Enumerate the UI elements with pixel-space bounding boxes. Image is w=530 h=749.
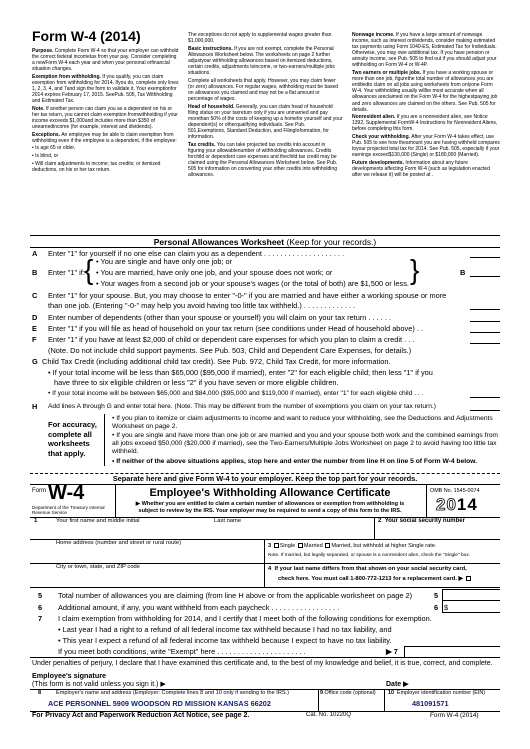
line-4-text-2: check here. You must call 1-800-772-1213 for a replacement card. ▶ bbox=[278, 576, 472, 582]
line-f-letter: F bbox=[32, 335, 37, 344]
line-d-amount[interactable] bbox=[470, 313, 500, 322]
col1-text: If another person can claim you as a dependent on his or her tax return, you cannot claim exemption fromwithholding if your income exceeds $1,000and includes more than $350 of unearnedincome (for example, interest and dividends). bbox=[32, 105, 178, 131]
line-f-text: Enter "1" if you have at least $2,000 of child or dependent care expenses for which you plan to claim a credit . . . bbox=[48, 335, 415, 344]
col2-paragraph bbox=[188, 142, 343, 179]
line-2-number bbox=[378, 518, 465, 524]
worksheet-header-rule bbox=[30, 247, 500, 248]
line-6-box-number: 6 bbox=[434, 603, 439, 612]
col3-lead: Check your withholding. bbox=[352, 134, 411, 140]
line-8-number: 8 bbox=[38, 690, 42, 696]
married-label: Married bbox=[303, 543, 323, 549]
married-higher-rate-label: Married, but withhold at higher Single rate. bbox=[331, 543, 437, 549]
cert-top-rule bbox=[30, 484, 500, 485]
line-d-letter: D bbox=[32, 313, 38, 322]
line-9-label bbox=[320, 690, 376, 696]
line-7-box-number: ▶ 7 bbox=[386, 647, 398, 656]
line-c-text-2: than one job. (Entering "-0-" may help you avoid having too little tax withheld.) . . . . . . . . . . . . . bbox=[48, 301, 356, 310]
line-7-text: I claim exemption from withholding for 2014, and I certify that I meet both of the following conditions for exemption. bbox=[58, 614, 432, 623]
line-8-label: Employer's name and address (Employer: Complete lines 8 and 10 only if sending to the IRS.) bbox=[56, 690, 290, 696]
col3-lead: Two earners or multiple jobs. bbox=[352, 70, 422, 77]
name-input[interactable] bbox=[48, 525, 372, 538]
line-3-number: 3 bbox=[268, 543, 272, 549]
line-7-text-2: If you meet both conditions, write "Exempt" here . . . . . . . . . . . . . . . . . . . . . . bbox=[58, 647, 306, 656]
col1-text: If you qualify, you can claim exemption from withholding for 2014. Ifyou do, complete only lines 1, 2, 3, 4, and 7and sign the form to validate it. Your exemptionfor 2014 expires February 17, 2015. SeePub. 505, Tax Withholding and Estimated Tax. bbox=[32, 73, 179, 105]
col3-lead: Nonresident alien. bbox=[352, 114, 396, 121]
col1-text: • Is age 65 or older, bbox=[32, 145, 76, 152]
col1-paragraph bbox=[32, 161, 180, 173]
accuracy-item-1: • If you plan to itemize or claim adjustments to income and want to reduce your withholding, see the Deductions and Adjustments Worksheet on page 2. bbox=[112, 415, 493, 430]
cert-omb: OMB No. 1545-0074 bbox=[430, 488, 480, 494]
col1-text: An employee may be able to claim exemption from withholding even if the employee is a dependent, if the employee: bbox=[32, 131, 177, 144]
cert-header-divider-right bbox=[426, 485, 427, 517]
col2-text: Generally, you can claim head of household filing status on your taxreturn only if you are unmarried and pay morethan 50% of the costs of keeping up a homefor yourself and your dependent(s) or otherqualifying individuals. See Pub. 501,Exemptions, Standard Deduction, and FilingInformation, for information. bbox=[188, 103, 343, 140]
line-4-label-2: check here. You must call 1-800-772-1213 for a replacement card. bbox=[278, 576, 457, 583]
col3-paragraph bbox=[352, 134, 500, 158]
col1-lead: Exemption from withholding. bbox=[32, 73, 101, 80]
exempt-input[interactable] bbox=[404, 646, 500, 657]
line-b-letter: B bbox=[32, 268, 38, 277]
line-10-label bbox=[388, 690, 485, 696]
line-6-text: Additional amount, if any, you want withheld from each paycheck . . . . . . . . . . . . . . . . . bbox=[58, 603, 340, 612]
cert-header-divider-left bbox=[115, 485, 116, 517]
col2-lead: Tax credits. bbox=[188, 141, 216, 148]
cert-subtitle-1 bbox=[120, 501, 420, 508]
col1-text: • Is blind, or bbox=[32, 153, 59, 159]
line-10-number: 10 bbox=[388, 690, 394, 696]
line-h-text: Add lines A through G and enter total here. (Note. This may be different from the number of exemptions you claim on your tax return.) bbox=[48, 403, 436, 410]
col3-paragraph bbox=[352, 70, 500, 113]
col3-text: Information about any future developments affecting Form W-4 (such as legislation enacted after we release it) will be posted at . bbox=[352, 159, 490, 179]
instructions-col-1 bbox=[32, 48, 180, 198]
line-10-divider bbox=[384, 689, 385, 711]
line-c-letter: C bbox=[32, 291, 38, 300]
col1-lead: Exceptions. bbox=[32, 131, 61, 138]
line-2-label: Your social security number bbox=[384, 518, 465, 524]
cert-year-a: 20 bbox=[436, 495, 457, 514]
line-e-amount[interactable] bbox=[470, 324, 500, 333]
accuracy-item-3: • If neither of the above situations applies, stop here and enter the number from line H on line 5 of Form W-4 below. bbox=[112, 458, 477, 465]
signature-note: (This form is not valid unless you sign it.) ▶ bbox=[32, 681, 166, 688]
col3-text: If you have a large amount of nonwage income, such as interest ordividends, consider making estimated tax payments using Form 1040-ES, Estimated Tax for Individuals. Otherwise, you may owe additional tax. If you have pension or annuity income, see Pub. 505 to find out if you should adjust your withholding on Form W-4 or W-4P. bbox=[352, 32, 497, 69]
address-label: Home address (number and street or rural route) bbox=[56, 540, 182, 546]
line-7-bullet-1: • Last year I had a right to a refund of all federal income tax withheld because I had no tax liability, and bbox=[58, 625, 392, 634]
line-2-divider bbox=[374, 517, 375, 539]
cert-year bbox=[436, 496, 478, 514]
col3-text: If you are a nonresident alien, see Notice 1392, Supplemental FormW-4 Instructions for Nonresident Aliens, before completing this form. bbox=[352, 114, 498, 133]
line-4-label: If your last name differs from that shown on your social security card, bbox=[274, 566, 467, 572]
line-5-number: 5 bbox=[38, 591, 43, 600]
col2-paragraph bbox=[188, 78, 343, 102]
worksheet-header bbox=[30, 237, 500, 247]
worksheet-title: Personal Allowances Worksheet bbox=[153, 237, 285, 247]
col1-text: • Will claim adjustments to income; tax credits; or itemized deductions, on his or her tax return. bbox=[32, 160, 161, 173]
line-1-lastname-label: Last name bbox=[214, 518, 242, 524]
line-g-letter: G bbox=[32, 357, 38, 366]
ssn-input[interactable] bbox=[378, 526, 498, 538]
married-checkbox[interactable] bbox=[298, 543, 303, 548]
line-9-number: 9 bbox=[320, 690, 323, 696]
col2-lead: Head of household. bbox=[188, 103, 235, 110]
office-code-input[interactable] bbox=[322, 698, 382, 710]
single-label: Single bbox=[279, 543, 296, 549]
line-10-text: Employer identification number (EIN) bbox=[397, 690, 486, 696]
cert-title: Employee's Withholding Allowance Certificate bbox=[149, 487, 391, 499]
line-g-text: Child Tax Credit (including additional child tax credit). See Pub. 972, Child Tax Credit, for more information. bbox=[42, 357, 391, 366]
city-label: City or town, state, and ZIP code bbox=[56, 564, 140, 570]
cert-subtitle-arrow: ▶ bbox=[135, 501, 142, 507]
line-g-amount[interactable] bbox=[470, 389, 500, 398]
line-c-amount[interactable] bbox=[470, 301, 500, 310]
line-9-text: Office code (optional) bbox=[324, 690, 376, 696]
line-4-divider bbox=[264, 563, 265, 587]
col1-lead: Note. bbox=[32, 105, 45, 112]
col1-paragraph bbox=[32, 74, 180, 104]
line-b-brace-right: } bbox=[410, 254, 420, 285]
line-b-option-3: • Your wages from a second job or your spouse's wages (or the total of both) are $1,500 or less. bbox=[96, 279, 409, 288]
line-2-num: 2 bbox=[378, 518, 382, 524]
line-g-bullet-1: • If your total income will be less than $65,000 ($95,000 if married), enter "2" for each eligible child; then less "1" if you bbox=[48, 368, 433, 377]
line-h-amount[interactable] bbox=[470, 402, 500, 411]
line-6-dollar: $ bbox=[444, 603, 449, 612]
separator-text: Separate here and give Form W-4 to your employer. Keep the top part for your records. bbox=[112, 474, 418, 483]
line-e-letter: E bbox=[32, 324, 37, 333]
footer-notice: For Privacy Act and Paperwork Reduction Act Notice, see page 2. bbox=[32, 712, 250, 719]
line-b-option-2: • You are married, have only one job, and your spouse does not work; or bbox=[96, 268, 333, 277]
line-g-bullet-1b: have three to six eligible children or less "2" if you have seven or more eligible children. bbox=[54, 378, 339, 387]
col2-lead: Basic instructions. bbox=[188, 45, 233, 52]
worksheet-note: (Keep for your records.) bbox=[286, 237, 377, 247]
line-a-amount[interactable] bbox=[470, 249, 500, 258]
accuracy-divider bbox=[104, 414, 105, 466]
line-3-divider bbox=[264, 539, 265, 563]
line-5-input[interactable] bbox=[442, 589, 500, 601]
line-e-text: Enter "1" if you will file as head of household on your tax return (see conditions under Head of household above) . . bbox=[48, 324, 424, 333]
city-rule bbox=[30, 587, 500, 588]
col1-paragraph bbox=[32, 153, 180, 159]
col2-text: If you are not exempt, complete the Personal Allowances Worksheet below. The worksheets on page 2 further adjustyour withholding allowances based on itemized deductions, certain credits, adjustments toincome, or two-earners/multiple jobs situations. bbox=[188, 45, 335, 77]
line-7-number: 7 bbox=[38, 614, 43, 623]
ein-value[interactable]: 481091571 bbox=[412, 699, 449, 708]
line-3-note: Note. If married, but legally separated, or spouse is a nonresident alien, check the "Single" box. bbox=[268, 553, 471, 558]
col2-text: The exceptions do not apply to supplemental wages greater than $1,000,000. bbox=[188, 32, 332, 45]
line-b-brace: { bbox=[84, 254, 94, 285]
married-higher-rate-checkbox[interactable] bbox=[325, 543, 330, 548]
instructions-col-3 bbox=[352, 32, 500, 222]
form-title: Form W-4 (2014) bbox=[32, 28, 141, 44]
instructions-col-2 bbox=[188, 32, 343, 217]
col2-paragraph bbox=[188, 104, 343, 141]
col2-text: You can take projected tax credits into account in figuring your allowablenumber of withholding allowances. Credits forchild or dependent care expenses and thechild tax credit may be claimed using the Personal Allowances Worksheet below. See Pub. 505 for information on converting your other credits into withholding allowances. bbox=[188, 141, 338, 179]
cert-form-number: W-4 bbox=[48, 482, 85, 504]
col3-lead: Future developments. bbox=[352, 159, 404, 166]
date-label: Date ▶ bbox=[386, 681, 409, 688]
line-f-amount[interactable] bbox=[470, 335, 500, 344]
line-f-note: (Note. Do not include child support payments. See Pub. 503, Child and Dependent Care Expenses, for details.) bbox=[48, 346, 412, 355]
line-b-amount[interactable] bbox=[470, 268, 500, 277]
line-7-bullet-2: • This year I expect a refund of all federal income tax withheld because I expect to have no tax liability. bbox=[58, 636, 392, 645]
cert-year-b: 14 bbox=[456, 495, 478, 514]
line-a-letter: A bbox=[32, 249, 38, 258]
line-4-text bbox=[268, 566, 467, 572]
col1-paragraph bbox=[32, 106, 180, 130]
line-4-number: 4 bbox=[268, 566, 272, 572]
line-a-text: Enter "1" for yourself if no one else can claim you as a dependent . . . . . . . . . . . . . . . . . . . . bbox=[48, 249, 345, 258]
line-6-input[interactable] bbox=[442, 601, 500, 613]
line-b-end: B bbox=[460, 268, 466, 277]
worksheet-top-rule bbox=[30, 235, 500, 236]
col1-lead: Purpose. bbox=[32, 48, 54, 54]
line-g-bullet-2: • If your total income will be between $65,000 and $84,000 ($95,000 and $119,000 if married), enter "1" for each eligible child . . . bbox=[48, 390, 424, 397]
cert-subtitle-1-text: Whether you are entitled to claim a certain number of allowances or exemption from withholding is bbox=[141, 501, 405, 507]
line-b-lead: Enter "1" if: bbox=[48, 268, 85, 277]
col3-paragraph bbox=[352, 160, 500, 178]
col3-paragraph bbox=[352, 32, 500, 69]
line-d-text: Enter number of dependents (other than your spouse or yourself) you will claim on your tax return . . . . . . bbox=[48, 313, 392, 322]
line-c-text-1: Enter "1" for your spouse. But, you may choose to enter "-0-" if you are married and have either a working spouse or more bbox=[48, 291, 447, 300]
line-h-letter: H bbox=[32, 402, 38, 411]
accuracy-label: For accuracy, complete all worksheets that apply. bbox=[48, 420, 97, 458]
perjury-statement: Under penalties of perjury, I declare that I have examined this certificate and, to the best of my knowledge and belief, it is true, correct, and complete. bbox=[32, 660, 493, 667]
line-6-number: 6 bbox=[38, 603, 43, 612]
signature-input[interactable] bbox=[170, 677, 370, 688]
signature-label: Employee's signature bbox=[32, 671, 107, 680]
col1-paragraph bbox=[32, 132, 180, 144]
line-1-label: Your first name and middle initial bbox=[56, 518, 140, 524]
col2-paragraph bbox=[188, 32, 343, 44]
signature-note-text: (This form is not valid unless you sign it.) bbox=[32, 681, 159, 688]
employer-name-address[interactable]: ACE PERSONNEL 5909 WOODSON RD MISSION KANSAS 66202 bbox=[48, 699, 271, 708]
col3-lead: Nonwage income. bbox=[352, 32, 395, 38]
cert-department: Department of the Treasury Internal Revenue Service bbox=[32, 505, 105, 516]
col2-text: Complete all worksheets that apply. However, you may claim fewer (or zero) allowances. For regular wages, withholding must be based on allowances you claimed and may not be a flat amount or percentage of wages. bbox=[188, 77, 339, 102]
accuracy-item-2: • If you are single and have more than one job or are married and you and your spouse both work and the combined earnings from all jobs exceed $50,000 ($20,000 if married), see the Two-Earners/Multiple Jobs Worksheet on page 2 to avoid having too little tax withheld. bbox=[112, 432, 498, 455]
line-5-text: Total number of allowances you are claiming (from line H above or from the applicable worksheet on page 2) bbox=[58, 591, 413, 600]
col3-paragraph bbox=[352, 114, 500, 132]
line-3-options bbox=[268, 543, 436, 549]
cert-subtitle-2: subject to review by the IRS. Your employer may be required to send a copy of this form to the IRS. bbox=[138, 508, 402, 514]
name-differs-checkbox[interactable] bbox=[466, 576, 471, 581]
line-b-option-1: • You are single and have only one job; or bbox=[96, 257, 233, 266]
line-1-number: 1 bbox=[34, 518, 38, 524]
col3-text: If you have a working spouse or more than one job, figurethe total number of allowances you are entitledto claim on all jobs using worksheets from onlyone Form W-4. Your withholding usually willbe most accurate when all allowances areclaimed on the Form W-4 for the highestpaying job and zero allowances are claimed on the others. See Pub. 505 for details. bbox=[352, 70, 498, 113]
footer-form: Form W-4 (2014) bbox=[430, 712, 479, 719]
line-5-box-number: 5 bbox=[434, 591, 439, 600]
line-9-divider bbox=[318, 689, 319, 711]
footer-cat-no: Cat. No. 10220Q bbox=[306, 712, 352, 718]
line-7-box-num: 7 bbox=[393, 647, 398, 656]
date-label-text: Date bbox=[386, 681, 402, 688]
col3-text: After your Form W-4 takes effect, use Pub. 505 to see how theamount you are having withheld compares toyour projected total tax for 2014. See Pub. 505, especially if your earnings exceed$130,000 (Single) or $180,000 (Married). bbox=[352, 134, 500, 159]
col1-text: Complete Form W-4 so that your employer can withhold the correct federal incometax from your pay. Consider completing a newForm W-4 each year and when your personal orfinancial situation changes. bbox=[32, 48, 179, 73]
line-7-rule bbox=[30, 657, 500, 658]
col1-paragraph bbox=[32, 48, 180, 72]
col1-paragraph bbox=[32, 145, 180, 151]
col2-paragraph bbox=[188, 46, 343, 76]
date-input[interactable] bbox=[410, 678, 500, 688]
cert-form-label: Form bbox=[32, 488, 46, 494]
single-checkbox[interactable] bbox=[274, 543, 279, 548]
